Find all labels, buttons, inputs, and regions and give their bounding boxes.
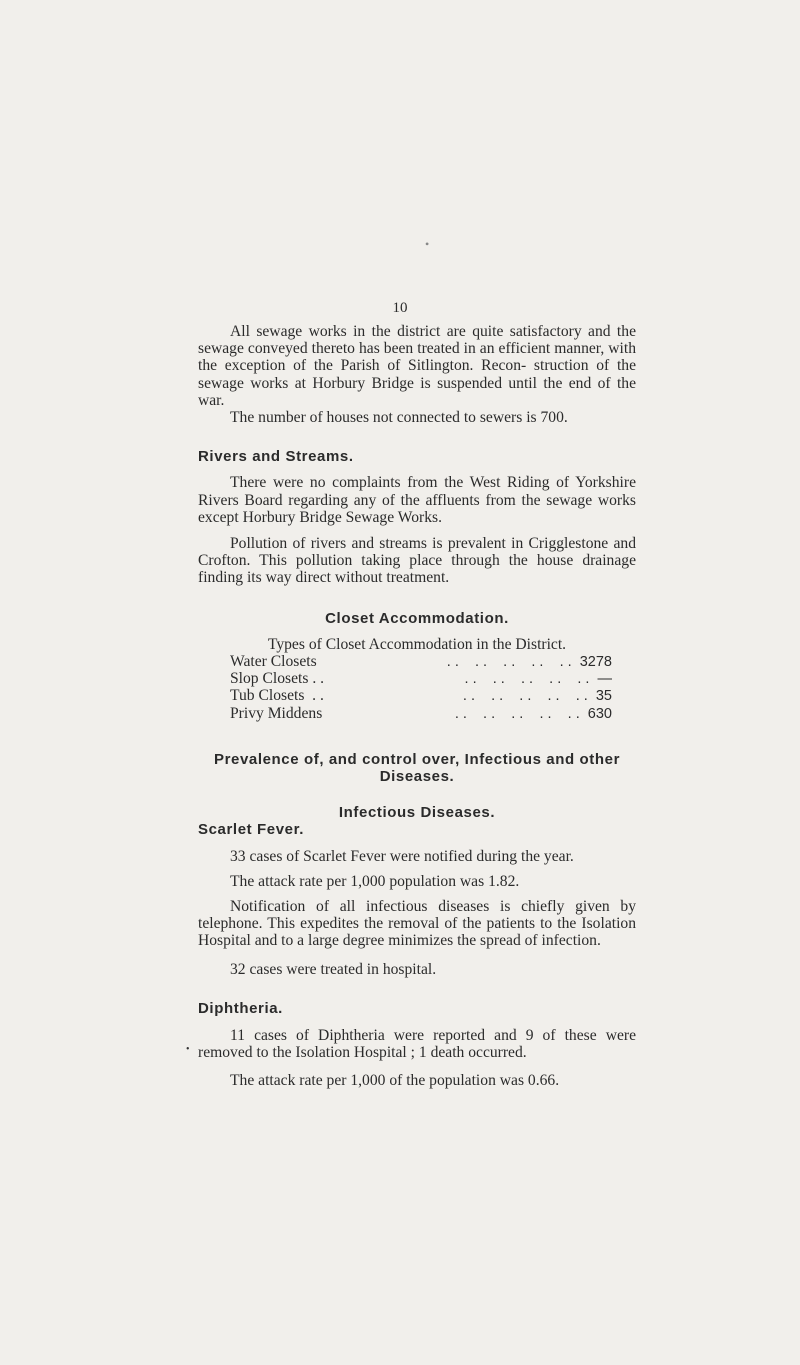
sewage-paragraph-1: All sewage works in the district are quite satisfactory and the sewage conveyed thereto has been treated in an efficient manner, with the exception of the Parish of Sitlington. Recon- struction of the sewage works at Horbury Bridge is suspended until the end of the war.	[198, 323, 636, 409]
document-body	[198, 323, 636, 1090]
closet-type-label: Water Closets	[230, 653, 317, 671]
leader-dots: . . . . . . . . . .	[454, 688, 588, 705]
diphtheria-paragraph-2: The attack rate per 1,000 of the population was 0.66.	[230, 1072, 560, 1090]
rivers-heading: Rivers and Streams.	[198, 448, 354, 466]
sewage-section	[198, 323, 636, 426]
leader-dots: . . . . . . . . . .	[438, 654, 572, 671]
closet-table	[230, 653, 612, 722]
table-row	[230, 687, 612, 704]
scarlet-fever-paragraph-4: 32 cases were treated in hospital.	[230, 960, 437, 978]
closet-type-label: Tub Closets . .	[230, 687, 324, 705]
sewage-paragraph-2: The number of houses not connected to sewers is 700.	[230, 409, 568, 427]
infectious-diseases-heading: Infectious Diseases.	[338, 804, 496, 822]
page-number: 10	[392, 300, 408, 316]
diphtheria-section	[198, 1000, 636, 1090]
diphtheria-paragraph-1: 11 cases of Diphtheria were reported and 9 of these were removed to the Isolation Hospital ; 1 death occurred.	[198, 1027, 636, 1062]
closet-heading: Closet Accommodation.	[325, 609, 509, 627]
scarlet-fever-paragraph-2: The attack rate per 1,000 population was 1.82.	[230, 872, 520, 890]
rivers-paragraph-1: There were no complaints from the West Riding of Yorkshire Rivers Board regarding any of the affluents from the sewage works except Horbury Bridge Sewage Works.	[198, 474, 636, 526]
closet-count: 3278	[579, 654, 612, 671]
closet-section	[198, 610, 636, 722]
leader-dots: . . . . . . . . . .	[456, 671, 590, 688]
diphtheria-heading: Diphtheria.	[198, 999, 283, 1017]
bullet-mark: •	[186, 1044, 190, 1055]
closet-count: 35	[595, 688, 612, 705]
closet-count: —	[597, 671, 612, 688]
prevalence-section	[198, 751, 636, 822]
leader-dots: . . . . . . . . . .	[446, 705, 580, 722]
table-row	[230, 705, 612, 722]
rivers-paragraph-2: Pollution of rivers and streams is prevalent in Crigglestone and Crofton. This pollution taking place through the house drainage finding its way direct without treatment.	[198, 535, 636, 587]
table-row	[230, 653, 612, 670]
table-row	[230, 670, 612, 687]
scarlet-fever-heading: Scarlet Fever.	[198, 821, 304, 839]
closet-subheading: Types of Closet Accommodation in the District.	[267, 635, 567, 653]
closet-count: 630	[587, 705, 612, 722]
rivers-section	[198, 448, 636, 586]
closet-type-label: Slop Closets . .	[230, 670, 325, 688]
scarlet-fever-paragraph-1: 33 cases of Scarlet Fever were notified during the year.	[230, 847, 574, 865]
scarlet-fever-section	[198, 821, 636, 977]
speck-mark: •	[425, 237, 430, 251]
prevalence-heading: Prevalence of, and control over, Infectious and other Diseases.	[213, 750, 621, 785]
closet-type-label: Privy Middens	[230, 704, 323, 722]
scarlet-fever-paragraph-3: Notification of all infectious diseases is chiefly given by telephone. This expedites the removal of the patients to the Isolation Hospital and to a large degree minimizes the spread of infection.	[198, 898, 636, 950]
